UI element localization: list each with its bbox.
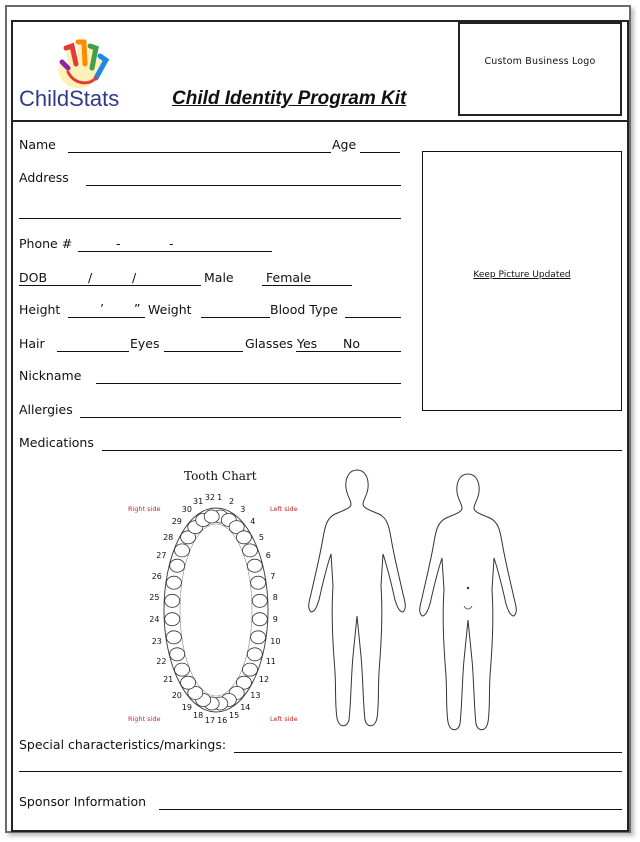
tooth-number-label: 19 bbox=[181, 702, 192, 712]
weight-label: Weight bbox=[148, 302, 192, 317]
tooth-28[interactable] bbox=[175, 544, 190, 557]
tooth-number-label: 23 bbox=[151, 636, 162, 646]
tooth-number-label: 24 bbox=[149, 615, 160, 624]
tooth-27[interactable] bbox=[170, 559, 185, 572]
tooth-number-label: 18 bbox=[193, 711, 204, 721]
glasses-underline bbox=[296, 351, 401, 352]
special-characteristics-field-1[interactable] bbox=[234, 752, 622, 753]
dob-slash-2: / bbox=[132, 270, 137, 285]
eyes-label: Eyes bbox=[130, 336, 160, 351]
tooth-number-label: 30 bbox=[181, 505, 192, 515]
height-label: Height bbox=[19, 302, 61, 317]
address-label: Address bbox=[19, 170, 69, 185]
tooth-8[interactable] bbox=[252, 594, 267, 607]
medications-label: Medications bbox=[19, 435, 94, 450]
tooth-number-label: 26 bbox=[151, 571, 162, 581]
photo-note: Keep Picture Updated bbox=[473, 270, 571, 280]
header-divider bbox=[11, 120, 629, 122]
tooth-number-label: 16 bbox=[217, 715, 228, 725]
tooth-25[interactable] bbox=[165, 594, 180, 607]
hand-logo-icon bbox=[48, 38, 118, 92]
tooth-32[interactable] bbox=[204, 510, 219, 523]
tooth-number-label: 9 bbox=[272, 615, 278, 624]
glasses-no-option[interactable]: No bbox=[343, 336, 360, 351]
tooth-number-label: 27 bbox=[156, 551, 167, 561]
dob-field[interactable] bbox=[19, 285, 201, 286]
body-outline-back-icon bbox=[305, 466, 410, 734]
page-title: Child Identity Program Kit bbox=[172, 88, 407, 109]
photo-box[interactable] bbox=[422, 151, 622, 411]
female-option[interactable]: Female bbox=[266, 270, 312, 285]
allergies-field[interactable] bbox=[80, 417, 401, 418]
tooth-number-label: 29 bbox=[171, 517, 182, 527]
tooth-20[interactable] bbox=[181, 676, 196, 689]
phone-field[interactable] bbox=[78, 251, 272, 252]
weight-field[interactable] bbox=[201, 317, 270, 318]
hair-label: Hair bbox=[19, 336, 45, 351]
tooth-7[interactable] bbox=[251, 576, 266, 589]
special-characteristics-label: Special characteristics/markings: bbox=[19, 737, 227, 752]
male-option[interactable]: Male bbox=[204, 270, 234, 285]
tooth-12[interactable] bbox=[243, 663, 258, 676]
tooth-number-label: 10 bbox=[270, 636, 281, 646]
nickname-label: Nickname bbox=[19, 368, 82, 383]
custom-logo-text: Custom Business Logo bbox=[484, 55, 596, 67]
phone-separator-1: - bbox=[116, 236, 121, 251]
tooth-number-label: 32 bbox=[204, 492, 216, 502]
tooth-number-label: 25 bbox=[149, 593, 160, 602]
left-side-label-bottom: Left side bbox=[270, 715, 298, 723]
tooth-number-label: 4 bbox=[250, 517, 256, 527]
tooth-number-label: 12 bbox=[258, 675, 270, 685]
glasses-yes-option[interactable]: Yes bbox=[297, 336, 318, 351]
tooth-number-label: 22 bbox=[156, 656, 167, 666]
allergies-label: Allergies bbox=[19, 402, 73, 417]
tooth-number-label: 5 bbox=[258, 532, 264, 542]
tooth-number-label: 11 bbox=[265, 656, 276, 666]
medications-field[interactable] bbox=[102, 450, 622, 451]
phone-label: Phone # bbox=[19, 236, 73, 251]
tooth-number-label: 20 bbox=[171, 690, 182, 700]
eyes-field[interactable] bbox=[164, 351, 243, 352]
name-field[interactable] bbox=[68, 152, 331, 153]
dob-slash-1: / bbox=[88, 270, 93, 285]
tooth-number-label: 15 bbox=[229, 711, 240, 721]
height-feet-mark: ’ bbox=[100, 301, 104, 316]
tooth-11[interactable] bbox=[247, 648, 262, 661]
address-field-line-2[interactable] bbox=[19, 218, 401, 219]
tooth-chart-title: Tooth Chart bbox=[184, 469, 257, 483]
tooth-9[interactable] bbox=[252, 613, 267, 626]
special-characteristics-field-2[interactable] bbox=[19, 771, 622, 772]
blood-type-label: Blood Type bbox=[270, 302, 338, 317]
body-outline-front-icon bbox=[414, 470, 522, 735]
glasses-label: Glasses bbox=[245, 336, 294, 351]
hair-field[interactable] bbox=[57, 351, 129, 352]
address-field-line-1[interactable] bbox=[86, 185, 401, 186]
phone-separator-2: - bbox=[169, 236, 174, 251]
name-label: Name bbox=[19, 137, 56, 152]
tooth-22[interactable] bbox=[170, 648, 185, 661]
right-side-label-bottom: Right side bbox=[128, 715, 161, 723]
height-inch-mark: ” bbox=[134, 301, 141, 316]
tooth-number-label: 1 bbox=[217, 492, 223, 502]
age-label: Age bbox=[332, 137, 357, 152]
brand-name: ChildStats bbox=[19, 86, 120, 111]
tooth-5[interactable] bbox=[243, 544, 258, 557]
tooth-number-label: 2 bbox=[229, 496, 235, 506]
sponsor-information-label: Sponsor Information bbox=[19, 794, 147, 809]
age-field[interactable] bbox=[360, 152, 400, 153]
tooth-number-label: 31 bbox=[193, 496, 204, 506]
tooth-number-label: 6 bbox=[265, 551, 271, 561]
tooth-number-label: 17 bbox=[204, 715, 216, 725]
tooth-4[interactable] bbox=[236, 531, 251, 544]
tooth-21[interactable] bbox=[175, 663, 190, 676]
nickname-field[interactable] bbox=[96, 383, 401, 384]
tooth-number-label: 21 bbox=[163, 675, 174, 685]
dob-label: DOB bbox=[19, 270, 48, 285]
tooth-number-label: 3 bbox=[240, 505, 246, 515]
tooth-26[interactable] bbox=[166, 576, 181, 589]
tooth-24[interactable] bbox=[165, 613, 180, 626]
blood-type-field[interactable] bbox=[345, 317, 401, 318]
custom-logo-box bbox=[458, 22, 622, 116]
tooth-number-label: 28 bbox=[163, 532, 174, 542]
gender-underline bbox=[262, 285, 352, 286]
height-field[interactable] bbox=[68, 317, 145, 318]
left-side-label-top: Left side bbox=[270, 505, 298, 513]
tooth-number-label: 8 bbox=[272, 593, 278, 602]
tooth-10[interactable] bbox=[251, 631, 266, 644]
sponsor-information-field[interactable] bbox=[159, 809, 622, 810]
tooth-number-label: 14 bbox=[240, 702, 251, 712]
right-side-label-top: Right side bbox=[128, 505, 161, 513]
tooth-23[interactable] bbox=[166, 631, 181, 644]
tooth-6[interactable] bbox=[247, 559, 262, 572]
tooth-number-label: 7 bbox=[270, 571, 276, 581]
tooth-number-label: 13 bbox=[250, 690, 261, 700]
